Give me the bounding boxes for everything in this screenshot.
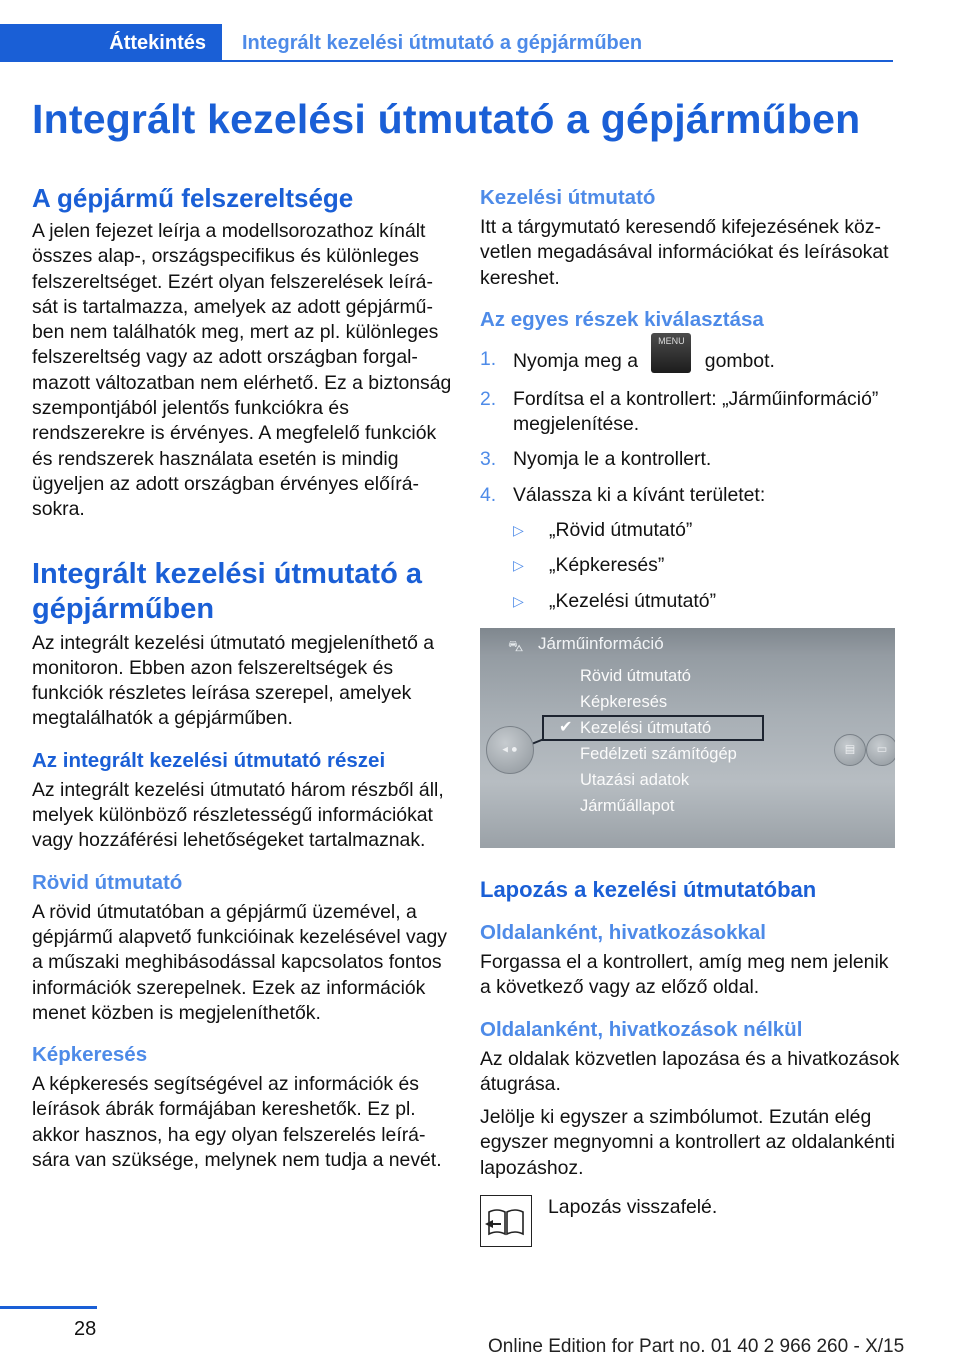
- guide-heading: Kezelési útmutató: [480, 186, 656, 209]
- car-icon: ⛍: [508, 637, 524, 655]
- triangle-bullet-icon: ▷: [513, 557, 524, 574]
- controller-knob-icon: ◂ ●: [486, 726, 534, 774]
- step-text: Fordítsa el a kontrollert: „Járműinformáció” megjelenítése.: [513, 387, 879, 436]
- without-links-text: Jelölje ki egyszer a szimbólumot. Ezután elég egyszer megnyomni a kontrollert az oldalankénti lapozáshoz.: [480, 1106, 895, 1179]
- step-number: 1.: [480, 347, 497, 370]
- header-rule: [222, 60, 893, 62]
- page-back-book-icon[interactable]: [480, 1195, 532, 1247]
- edition-footer: Online Edition for Part no. 01 40 2 966 260 - X/15: [488, 1336, 905, 1357]
- footer-rule: [0, 1306, 97, 1309]
- options-list: [513, 518, 900, 614]
- screen-menu-item-selected[interactable]: Kezelési útmutató: [580, 718, 712, 737]
- running-header-title: Integrált kezelési útmutató a gépjárműben: [242, 32, 643, 54]
- control-display-screenshot: [480, 628, 895, 848]
- steps-list: [480, 335, 900, 614]
- step-item: [480, 447, 900, 472]
- step-item: [480, 483, 900, 614]
- option-item: [513, 553, 900, 578]
- triangle-bullet-icon: ▷: [513, 592, 524, 609]
- display-icon: ▭: [866, 734, 895, 766]
- right-column: [480, 184, 900, 1255]
- step-number: 4.: [480, 483, 497, 506]
- with-links-text: Forgassa el a kontrollert, amíg meg nem jelenik a következő vagy az előző oldal.: [480, 950, 889, 999]
- manual-text: Az integrált kezelési útmutató megjeleníthető a monitoron. Ebben azon felszereltségek és funkciók részletes leírása szerepel, amelyek megtalálhatók a gépjárműben.: [32, 631, 435, 730]
- guide-text: Itt a tárgymutató keresendő kifejezésének közvetlen megadásával információkat és leírásokat kereshet.: [480, 216, 889, 289]
- screen-title: Járműinformáció: [538, 633, 664, 653]
- screen-menu-item[interactable]: Rövid útmutató: [580, 666, 691, 685]
- screen-menu-item[interactable]: Képkeresés: [580, 692, 668, 711]
- option-text: „Képkeresés”: [549, 554, 665, 577]
- parts-heading: Az integrált kezelési útmutató részei: [32, 748, 386, 772]
- section-tab[interactable]: Áttekintés: [0, 24, 222, 62]
- step-item: [480, 387, 900, 438]
- checkmark-icon: ✔: [559, 718, 573, 736]
- triangle-bullet-icon: ▷: [513, 522, 524, 539]
- with-links-heading: Oldalanként, hivatkozásokkal: [480, 920, 766, 944]
- header-bar: [0, 24, 893, 62]
- step-number: 3.: [480, 448, 497, 471]
- step-text: Válassza ki a kívánt területet:: [513, 483, 766, 506]
- image-search-heading: Képkeresés: [32, 1043, 148, 1067]
- screen-menu-item[interactable]: Járműállapot: [580, 796, 675, 815]
- manual-heading: Integrált kezelési útmutató a gépjárműben: [32, 557, 422, 625]
- page-number: 28: [74, 1318, 97, 1340]
- without-links-heading: Oldalanként, hivatkozások nélkül: [480, 1017, 803, 1041]
- option-text: „Rövid útmutató”: [549, 519, 693, 542]
- paging-heading: Lapozás a kezelési útmutatóban: [480, 876, 817, 902]
- step-text: Nyomja le a kontrollert.: [513, 448, 712, 471]
- option-item: [513, 518, 900, 543]
- select-parts-heading: Az egyes részek kiválasztása: [480, 307, 764, 331]
- parts-text: Az integrált kezelési útmutató három részből áll, melyek különböző részletességű információkat vagy hozzáférési lehetőségeket tartalmaznak.: [32, 778, 444, 852]
- image-search-text: A képkeresés segítségével az információk és leírások ábrák formájában kereshetők. Ez pl. akkor hasznos, ha egy olyan felszerelés leírására van szüksége, melynek nem tudja a nevét.: [32, 1073, 442, 1172]
- step-text: Nyomja meg a: [513, 350, 639, 373]
- step-text: gombot.: [704, 350, 775, 373]
- page-title: Integrált kezelési útmutató a gépjárműben: [32, 96, 861, 142]
- without-links-text: Az oldalak közvetlen lapozása és a hivatkozások átugrása.: [480, 1047, 900, 1095]
- step-number: 2.: [480, 387, 497, 410]
- quick-guide-text: A rövid útmutatóban a gépjármű üzemével, a gépjármű alapvető funkcióinak kezelésével vagy a műszaki meghibásodással kapcsolatos fontos információk szerepelnek. Ezek az információk menet közben is megjeleníthetők.: [32, 900, 447, 1024]
- page-back-row: [480, 1195, 900, 1255]
- menu-button-icon: [651, 333, 691, 373]
- equipment-text: A jelen fejezet leírja a modellsorozathoz kínált összes alap-, országspecifikus és különleges felszereltséget. Ezért olyan felszerelések leírását is tartalmazza, amelyek az adott gépjárműben nem találhatók meg, mert az pl. különleges felszereltség vagy az adott országban forgalmazott változatban nem elérhető. Ez a biztonság szempontjából jelentős funkciókra és rendszerekre is érvényes. A megfelelő funkciók és rendszerek használata esetén is mindig ügyeljen az adott országban érvényes előírásokra.: [32, 220, 452, 521]
- menu-button-label: MENU: [658, 335, 685, 346]
- screen-menu-item[interactable]: Utazási adatok: [580, 770, 690, 789]
- quick-guide-heading: Rövid útmutató: [32, 870, 183, 894]
- left-column: [32, 182, 452, 1173]
- equipment-heading: A gépjármű felszereltsége: [32, 183, 354, 213]
- page-back-label: Lapozás visszafelé.: [548, 1196, 718, 1219]
- computer-icon: ▤: [834, 734, 866, 766]
- option-item: [513, 589, 900, 614]
- screen-menu-item[interactable]: Fedélzeti számítógép: [580, 744, 737, 763]
- step-item: [480, 335, 900, 377]
- option-text: „Kezelési útmutató”: [549, 589, 717, 612]
